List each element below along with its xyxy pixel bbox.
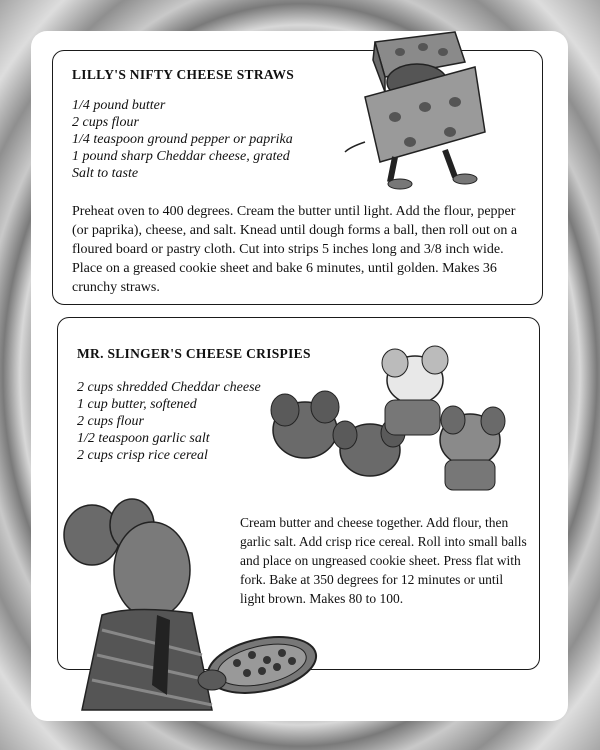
ingredient-item: 1/4 teaspoon ground pepper or paprika bbox=[72, 132, 293, 147]
recipe-title: MR. SLINGER'S CHEESE CRISPIES bbox=[77, 346, 311, 361]
ingredient-item: 2 cups flour bbox=[77, 414, 144, 429]
ingredient-list bbox=[77, 379, 261, 464]
recipe-title: LILLY'S NIFTY CHEESE STRAWS bbox=[72, 67, 295, 82]
ingredient-item: 2 cups flour bbox=[72, 115, 139, 130]
ingredient-item: 2 cups crisp rice cereal bbox=[77, 448, 208, 463]
cheese-mouse-illustration bbox=[355, 22, 505, 192]
mr-slinger-illustration bbox=[62, 495, 322, 710]
ingredient-list bbox=[72, 97, 293, 182]
ingredient-item: 1 pound sharp Cheddar cheese, grated bbox=[72, 149, 290, 164]
ingredient-item: 1 cup butter, softened bbox=[77, 397, 197, 412]
recipe-directions: Preheat oven to 400 degrees. Cream the butter until light. Add the flour, pepper (or paprika), cheese, and salt. Knead until dough forms a ball, then roll out on a floured board or pastry cloth. Cut into strips 5 inches long and 3/8 inch wide. Place on a greased cookie sheet and bake 6 minutes, until golden. Makes 36 crunchy straws. bbox=[72, 204, 518, 295]
mice-group-illustration bbox=[265, 345, 525, 495]
ingredient-item: 2 cups shredded Cheddar cheese bbox=[77, 380, 261, 395]
ingredient-item: 1/4 pound butter bbox=[72, 98, 166, 113]
ingredient-item: 1/2 teaspoon garlic salt bbox=[77, 431, 210, 446]
ingredient-item: Salt to taste bbox=[72, 166, 139, 181]
recipe-directions: Cream butter and cheese together. Add flour, then garlic salt. Add crisp rice cereal. Roll into small balls and place on ungreased cookie sheet. Press flat with fork. Bake at 350 degrees for 12 minutes or until light brown. Makes 80 to 100. bbox=[240, 515, 527, 606]
